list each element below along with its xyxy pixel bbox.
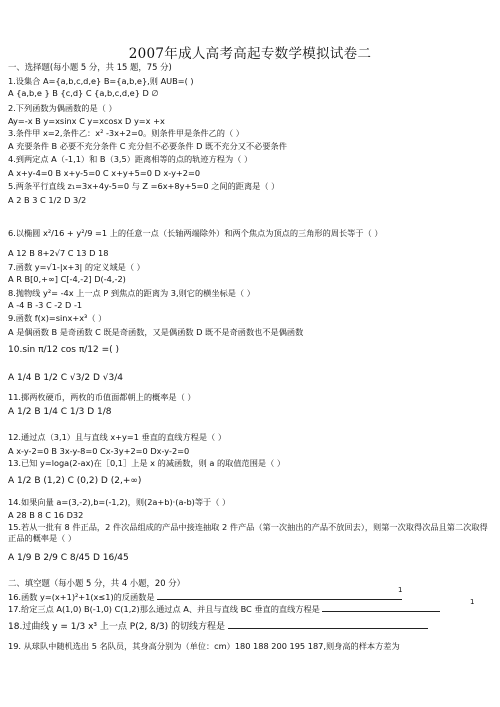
question-6: 6.以椭圆 x²/16 + y²/9 =1 上的任意一点（长轴两端除外）和两个焦点为顶点的三角形的周长等于（ ）: [8, 228, 383, 238]
section-choice-heading: 一、选择题(每小题 5 分，共 15 题，75 分): [8, 62, 172, 72]
question-16-text: 16.函数 y=(x+1)²+1(x≤1)的反函数是: [8, 592, 155, 602]
question-16-note: 1: [398, 586, 403, 594]
question-3: 3.条件甲 x=2,条件乙：x² -3x+2=0。则条件甲是条件乙的（ ）: [8, 128, 244, 138]
answer-blank-18[interactable]: [228, 619, 428, 629]
question-2-options: Ay=-x B y=xsinx C y=xcosx D y=x +x: [8, 116, 165, 126]
question-10: 10.sin π/12 cos π/12 =( ): [8, 345, 120, 355]
question-15: 15.若从一批有 8 件正品，2 件次品组成的产品中接连抽取 2 件产品（第一次抽出的产品不放回去），则第一次取得次品且第二次取得正品的概率是（ ）: [8, 522, 488, 543]
question-9-options: A 是偶函数 B 是奇函数 C 既是奇函数，又是偶函数 D 既不是奇函数也不是偶函数: [8, 327, 304, 337]
question-1: 1.设集合 A={a,b,c,d,e} B={a,b,e},则 AUB=( ): [8, 76, 194, 86]
answer-blank-17[interactable]: [322, 602, 440, 612]
question-9: 9.函数 f(x)=sinx+x³（ ）: [8, 313, 107, 323]
question-6-options: A 12 B 8+2√7 C 13 D 18: [8, 248, 109, 258]
question-13-options: A 1/2 B (1,2) C (0,2) D (2,+∞): [8, 476, 142, 486]
question-11-options: A 1/2 B 1/4 C 1/3 D 1/8: [8, 407, 112, 417]
question-17: [8, 602, 494, 615]
question-17-text: 17.给定三点 A(1,0) B(-1,0) C(1,2)那么通过点 A、并且与直线 BC 垂直的直线方程是: [8, 604, 320, 614]
question-18-text: 18.过曲线 y = 1/3 x³ 上一点 P(2, 8/3) 的切线方程是: [8, 622, 226, 632]
question-19: 19. 从球队中随机选出 5 名队员，其身高分别为（单位：cm）180 188 200 195 187,则身高的样本方差为: [8, 641, 400, 651]
question-17-note: 1: [470, 598, 475, 606]
question-14: 14.如果向量 a=(3,-2),b=(-1,2)，则(2a+b)·(a-b)等于（ ）: [8, 497, 231, 507]
question-5: 5.两条平行直线 z₁=3x+4y-5=0 与 Z =6x+8y+5=0 之间的距离是（ ）: [8, 181, 280, 191]
question-15-options: A 1/9 B 2/9 C 8/45 D 16/45: [8, 553, 129, 563]
question-14-options: A 28 B 8 C 16 D32: [8, 510, 84, 520]
question-2: 2.下列函数为偶函数的是（ ）: [8, 103, 117, 113]
question-4: 4.到两定点 A（-1,1）和 B（3,5）距离相等的点的轨迹方程为（ ）: [8, 154, 253, 164]
question-4-options: A x+y-4=0 B x+y-5=0 C x+y+5=0 D x-y+2=0: [8, 168, 201, 178]
question-10-options: A 1/4 B 1/2 C √3/2 D √3/4: [8, 373, 123, 383]
question-3-options: A 充要条件 B 必要不充分条件 C 充分但不必要条件 D 既不充分又不必要条件: [8, 141, 287, 151]
question-7: 7.函数 y=√1-|x+3| 的定义域是（ ）: [8, 262, 145, 272]
section-fill-heading: 二、填空题（每小题 5 分，共 4 小题，20 分）: [8, 578, 185, 588]
question-13: 13.已知 y=loga(2-ax)在［0,1］上是 x 的减函数，则 a 的取值范围是（ ）: [8, 458, 286, 468]
question-7-options: A R B[0,+∞] C[-4,-2] D(-4,-2): [8, 274, 126, 284]
question-12-options: A x-y-2=0 B 3x-y-8=0 Cx-3y+2=0 Dx-y-2=0: [8, 446, 190, 456]
answer-blank-16[interactable]: [157, 590, 402, 600]
question-8: 8.抛物线 y²= -4x 上一点 P 到焦点的距离为 3,则它的横坐标是（ ）: [8, 288, 255, 298]
question-18: [8, 619, 494, 633]
question-8-options: A -4 B -3 C -2 D -1: [8, 300, 83, 310]
question-5-options: A 2 B 3 C 1/2 D 3/2: [8, 195, 87, 205]
question-12: 12.通过点（3,1）且与直线 x+y=1 垂直的直线方程是（ ）: [8, 432, 227, 442]
question-1-options: A {a,b,e } B {c,d} C {a,b,c,d,e} D ∅: [8, 88, 159, 98]
question-11: 11.掷两枚硬币，两枚的币值面都朝上的概率是（ ）: [8, 392, 196, 402]
exam-title: 2007年成人高考高起专数学模拟试卷二: [128, 46, 372, 62]
